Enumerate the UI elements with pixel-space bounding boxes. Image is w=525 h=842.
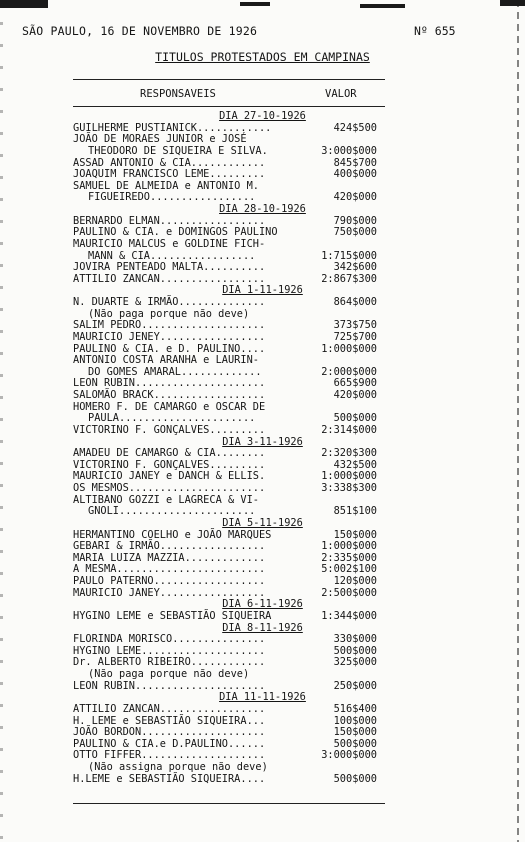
amount-value: 1:715$000 — [321, 249, 377, 262]
table-top-rule — [73, 79, 385, 80]
protest-list — [0, 111, 525, 785]
scan-smudge — [0, 0, 48, 8]
amount-value: 420$000 — [333, 191, 377, 204]
responsible-name: VICTORINO F. GONÇALVES......... — [73, 458, 266, 471]
amount-value: 750$000 — [333, 226, 377, 239]
responsible-name: MAURICIO JANEY................. — [73, 586, 266, 599]
date-heading-text: DIA 3-11-1926 — [222, 435, 303, 448]
list-item — [0, 727, 525, 739]
amount-value: 2:335$000 — [321, 551, 377, 564]
responsible-name: MAURICIO MALCUS e GOLDINE FICH- — [73, 237, 266, 250]
responsible-name: VICTORINO F. GONÇALVES......... — [73, 423, 266, 436]
list-item — [0, 448, 525, 460]
amount-value: 330$000 — [333, 633, 377, 646]
responsible-name: OS MESMOS...................... — [73, 482, 266, 494]
date-heading-row — [0, 204, 525, 216]
responsible-name: GEBARI & IRMÃO................. — [73, 540, 266, 553]
responsible-name: JOAQUIM FRANCISCO LEME......... — [73, 168, 266, 181]
amount-value: 2:867$300 — [321, 272, 377, 285]
date-heading-text: DIA 6-11-1926 — [222, 598, 303, 611]
date-heading-text: DIA 28-10-1926 — [219, 203, 306, 215]
responsible-name: MANN & CIA................. — [88, 249, 256, 262]
amount-value: 500$000 — [333, 412, 377, 425]
amount-value: 1:000$000 — [321, 470, 377, 483]
responsible-name: JOVIRA PENTEADO MALTA.......... — [73, 261, 266, 274]
list-item — [0, 495, 525, 507]
amount-value: 3:000$000 — [321, 144, 377, 157]
responsible-name: N. DUARTE & IRMÃO.............. — [73, 296, 266, 308]
responsible-name: PAULO PATERNO.................. — [73, 575, 266, 587]
amount-value: 3:000$000 — [321, 749, 377, 762]
responsible-name: LEON RUBIN..................... — [73, 377, 266, 390]
responsible-name: MARIA LUIZA MAZZIA............. — [73, 551, 266, 564]
responsible-name: MAURICIO JENEY................. — [73, 330, 266, 343]
amount-value: 2:314$000 — [321, 423, 377, 436]
date-heading-row — [0, 111, 525, 123]
amount-value: 851$100 — [333, 505, 377, 518]
amount-value: 342$600 — [333, 261, 377, 274]
responsible-name: SAMUEL DE ALMEIDA e ANTONIO M. — [73, 179, 259, 192]
responsible-name: PAULINO & CIA.e D.PAULINO...... — [73, 737, 266, 750]
amount-value: 790$000 — [333, 214, 377, 227]
list-item — [0, 634, 525, 646]
responsible-name: LEON RUBIN..................... — [73, 679, 266, 692]
date-heading — [0, 518, 525, 530]
date-heading-text: DIA 1-11-1926 — [222, 284, 303, 297]
amount-value: 1:344$000 — [321, 609, 377, 622]
list-item — [0, 262, 525, 274]
amount-value: 1:000$000 — [321, 540, 377, 553]
amount-value: 665$900 — [333, 377, 377, 390]
date-heading-row — [0, 518, 525, 530]
header-city-date: SÃO PAULO, 16 DE NOVEMBRO DE 1926 — [22, 24, 258, 38]
responsible-name: HYGINO LEME.................... — [73, 644, 266, 657]
amount-value: 150$000 — [333, 528, 377, 541]
amount-value: 420$000 — [333, 389, 377, 401]
responsible-name: SALIM PEDRO.................... — [73, 319, 266, 332]
responsible-name: (Não paga porque não deve) — [88, 307, 250, 320]
list-item — [0, 390, 525, 402]
column-header-valor: VALOR — [325, 88, 357, 100]
amount-value: 120$000 — [333, 575, 377, 587]
amount-value: 424$500 — [333, 121, 377, 134]
responsible-name: PAULINO & CIA. e DOMINGOS PAULINO — [73, 226, 278, 239]
list-item — [0, 239, 525, 251]
responsible-name: OTTO FIFFER.................... — [73, 749, 266, 762]
responsible-name: HOMERO F. DE CAMARGO e OSCAR DE — [73, 400, 266, 413]
amount-value: 516$400 — [333, 702, 377, 715]
amount-value: 2:320$300 — [321, 447, 377, 460]
list-item — [0, 402, 525, 414]
amount-value: 373$750 — [333, 319, 377, 332]
amount-value: 5:002$100 — [321, 563, 377, 576]
list-item — [0, 181, 525, 193]
responsible-name: BERNARDO ELMAN................. — [73, 214, 266, 227]
responsible-name: DO GOMES AMARAL............. — [88, 365, 262, 378]
responsible-name: MAURICIO JANEY e DANCH & ELLIS. — [73, 470, 266, 483]
date-heading-text: DIA 11-11-1926 — [219, 691, 306, 704]
responsible-name: JOÃO DE MORAES JUNIOR e JOSÉ — [73, 133, 247, 146]
responsible-name: H. LEME e SEBASTIÃO SIQUEIRA... — [73, 714, 266, 727]
list-item — [0, 483, 525, 495]
amount-value: 325$000 — [333, 656, 377, 669]
responsible-name: HYGINO LEME e SEBASTIÃO SIQUEIRA — [73, 609, 272, 622]
amount-value: 864$000 — [333, 296, 377, 308]
document-title-text: TITULOS PROTESTADOS EM CAMPINAS — [155, 50, 370, 64]
list-item — [0, 169, 525, 181]
list-item — [0, 297, 525, 309]
amount-value: 2:500$000 — [321, 586, 377, 599]
responsible-name: H.LEME e SEBASTIÃO SIQUEIRA.... — [73, 772, 266, 785]
responsible-name: FLORINDA MORISCO............... — [73, 633, 266, 646]
responsible-name: (Não paga porque não deve) — [88, 668, 250, 680]
amount-value: 1:000$000 — [321, 342, 377, 355]
responsible-name: THEODORO DE SIQUEIRA E SILVA. — [88, 144, 268, 157]
responsible-name: GUILHERME PUSTIANICK............ — [73, 121, 272, 134]
responsible-name: PAULA...................... — [88, 412, 256, 425]
scan-smudge — [360, 4, 405, 8]
responsible-name: JOÃO BORDON.................... — [73, 726, 266, 739]
amount-value: 500$000 — [333, 737, 377, 750]
amount-value: 725$700 — [333, 330, 377, 343]
responsible-name: A MESMA........................ — [73, 563, 266, 576]
list-item — [0, 762, 525, 774]
document-title — [0, 50, 525, 64]
list-item — [0, 669, 525, 681]
table-header-rule — [73, 106, 385, 107]
amount-value: 432$500 — [333, 458, 377, 471]
scan-smudge — [240, 2, 270, 6]
header-number: Nº 655 — [414, 24, 456, 38]
list-item — [0, 657, 525, 669]
date-heading-text: DIA 8-11-1926 — [222, 621, 303, 634]
amount-value: 2:000$000 — [321, 365, 377, 378]
amount-value: 3:338$300 — [321, 482, 377, 494]
date-heading — [0, 204, 525, 216]
responsible-name: PAULINO & CIA. e D. PAULINO.... — [73, 342, 266, 355]
responsible-name: FIGUEIREDO................. — [88, 191, 256, 204]
amount-value: 250$000 — [333, 679, 377, 692]
list-item — [0, 704, 525, 716]
list-item — [0, 541, 525, 553]
column-header-responsaveis: RESPONSAVEIS — [140, 88, 216, 100]
amount-value: 150$000 — [333, 726, 377, 739]
amount-value: 500$000 — [333, 772, 377, 785]
amount-value: 845$700 — [333, 156, 377, 169]
responsible-name: GNOLI...................... — [88, 505, 256, 518]
list-item — [0, 332, 525, 344]
responsible-name: ATTILIO ZANCAN................. — [73, 702, 266, 715]
date-heading-text: DIA 27-10-1926 — [219, 110, 306, 122]
list-item — [0, 576, 525, 588]
responsible-name: ANTONIO COSTA ARANHA e LAURIN- — [73, 354, 259, 367]
list-item — [0, 146, 525, 158]
amount-value: 500$000 — [333, 644, 377, 657]
responsible-name: Dr. ALBERTO RIBEIRO............ — [73, 656, 266, 669]
date-heading-text: DIA 5-11-1926 — [222, 516, 303, 529]
date-heading — [0, 111, 525, 123]
scan-smudge — [500, 0, 525, 6]
amount-value: 400$000 — [333, 168, 377, 181]
responsible-name: ASSAD ANTONIO & CIA............ — [73, 156, 266, 169]
responsible-name: AMADEU DE CAMARGO & CIA........ — [73, 447, 266, 460]
responsible-name: ATTILIO ZANCAN................. — [73, 272, 266, 285]
responsible-name: (Não assigna porque não deve) — [88, 761, 268, 773]
responsible-name: ALTIBANO GOZZI e LAGRECA & VI- — [73, 493, 259, 506]
amount-value: 100$000 — [333, 714, 377, 727]
table-bottom-rule — [73, 803, 385, 804]
responsible-name: HERMANTINO COELHO e JOÃO MARQUES — [73, 528, 272, 541]
responsible-name: SALOMÃO BRACK.................. — [73, 389, 266, 401]
list-item — [0, 774, 525, 786]
list-item — [0, 355, 525, 367]
